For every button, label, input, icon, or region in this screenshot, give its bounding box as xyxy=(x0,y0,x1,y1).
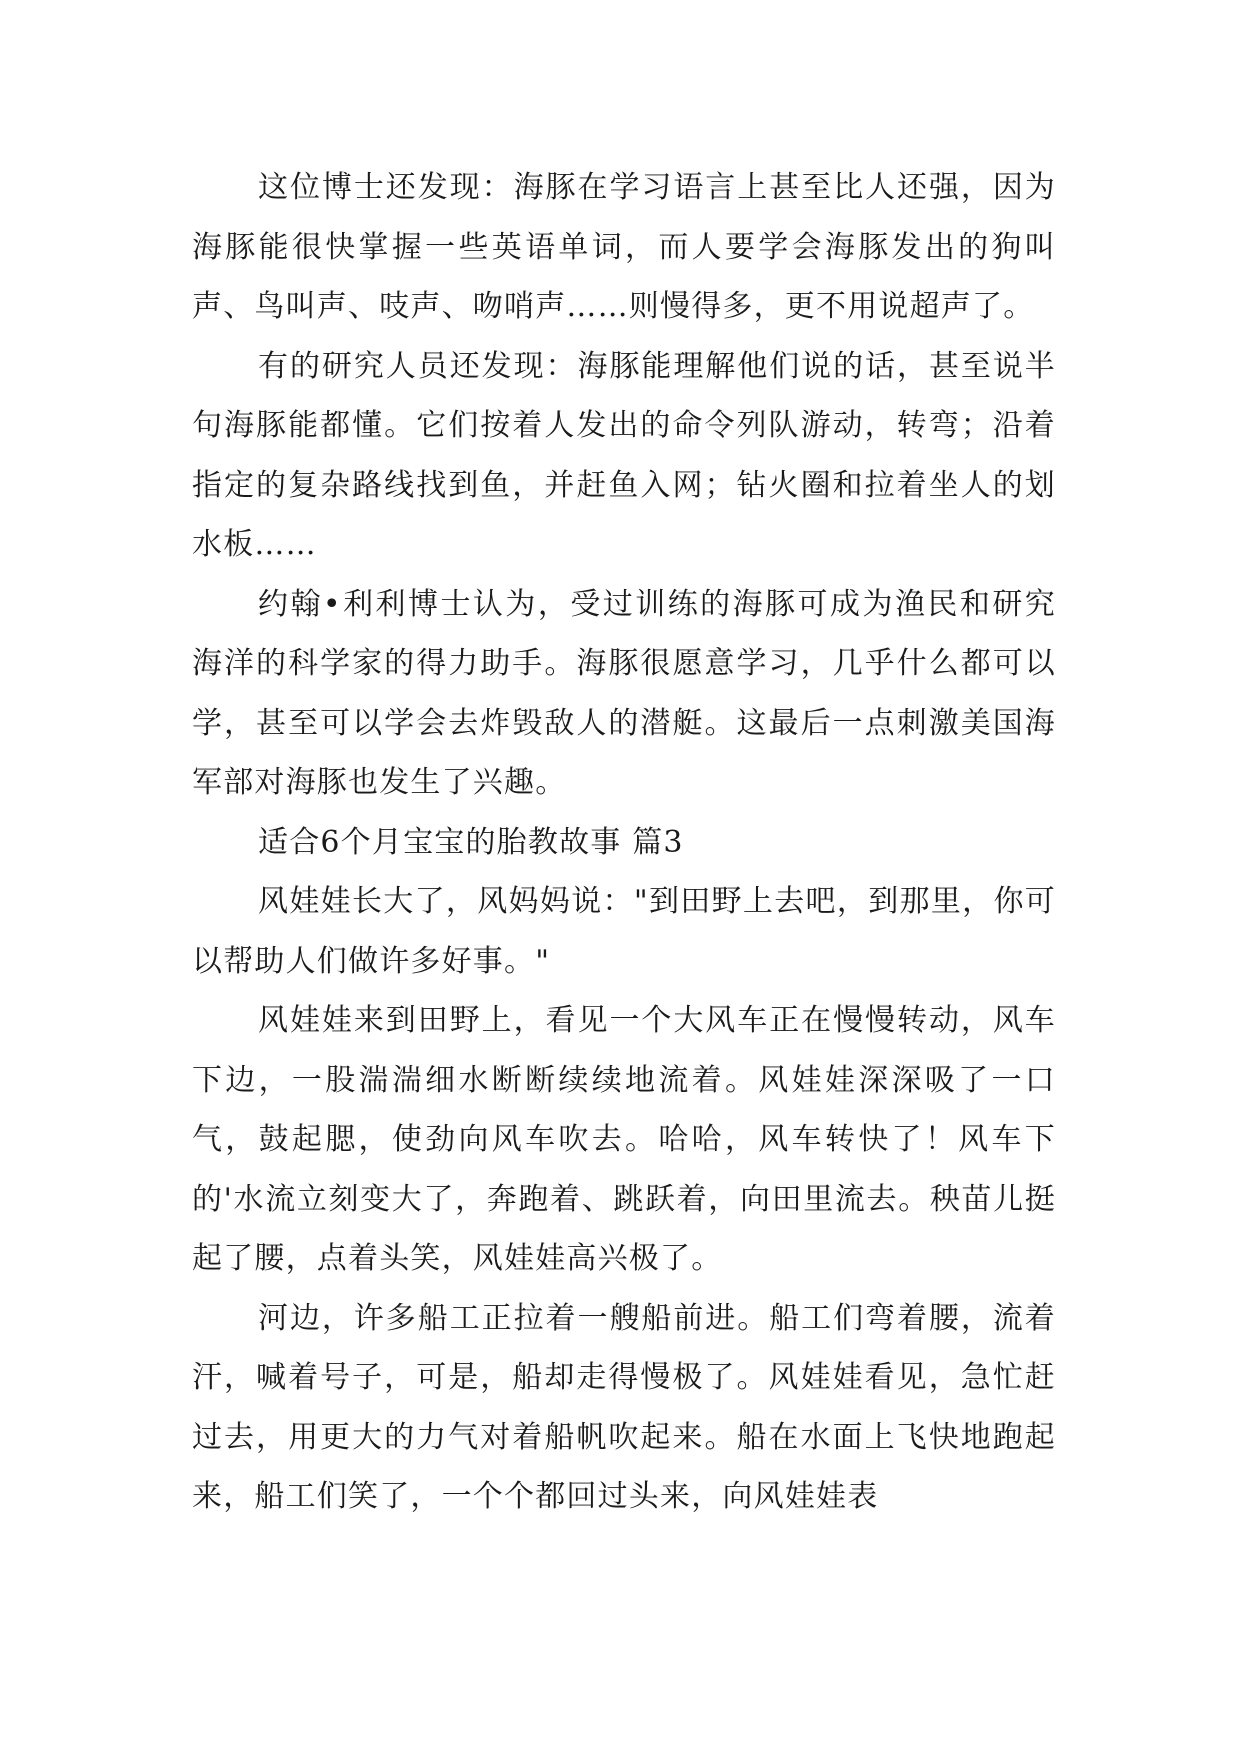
paragraph-wind-baby-grows: 风娃娃长大了，风妈妈说："到田野上去吧，到那里，你可以帮助人们做许多好事。" xyxy=(192,884,1056,979)
paragraph-wind-baby-windmill: 风娃娃来到田野上，看见一个大风车正在慢慢转动，风车下边，一股湍湍细水断断续续地流着。风娃娃深深吸了一口气，鼓起腮，使劲向风车吹去。哈哈，风车转快了！风车下的'水流立刻变大了，奔跑着、跳跃着，向田里流去。秧苗儿挺起了腰，点着头笑，风娃娃高兴极了。 xyxy=(192,1003,1056,1276)
paragraph-dolphin-language: 这位博士还发现：海豚在学习语言上甚至比人还强，因为海豚能很快掌握一些英语单词，而人要学会海豚发出的狗叫声、鸟叫声、吱声、吻哨声……则慢得多，更不用说超声了。 xyxy=(192,170,1056,324)
paragraph-dolphin-commands: 有的研究人员还发现：海豚能理解他们说的话，甚至说半句海豚能都懂。它们按着人发出的命令列队游动，转弯；沿着指定的复杂路线找到鱼，并赶鱼入网；钻火圈和拉着坐人的划水板…… xyxy=(192,348,1056,562)
document-body xyxy=(192,158,1056,1527)
paragraph-john-lilly: 约翰•利利博士认为，受过训练的海豚可成为渔民和研究海洋的科学家的得力助手。海豚很愿意学习，几乎什么都可以学，甚至可以学会去炸毁敌人的潜艇。这最后一点刺激美国海军部对海豚也发生了兴趣。 xyxy=(192,586,1056,800)
section-heading: 适合6个月宝宝的胎教故事 篇3 xyxy=(258,824,684,860)
paragraph-wind-baby-boat: 河边，许多船工正拉着一艘船前进。船工们弯着腰，流着汗，喊着号子，可是，船却走得慢极了。风娃娃看见，急忙赶过去，用更大的力气对着船帆吹起来。船在水面上飞快地跑起来，船工们笑了，一个个都回过头来，向风娃娃表 xyxy=(192,1300,1056,1514)
